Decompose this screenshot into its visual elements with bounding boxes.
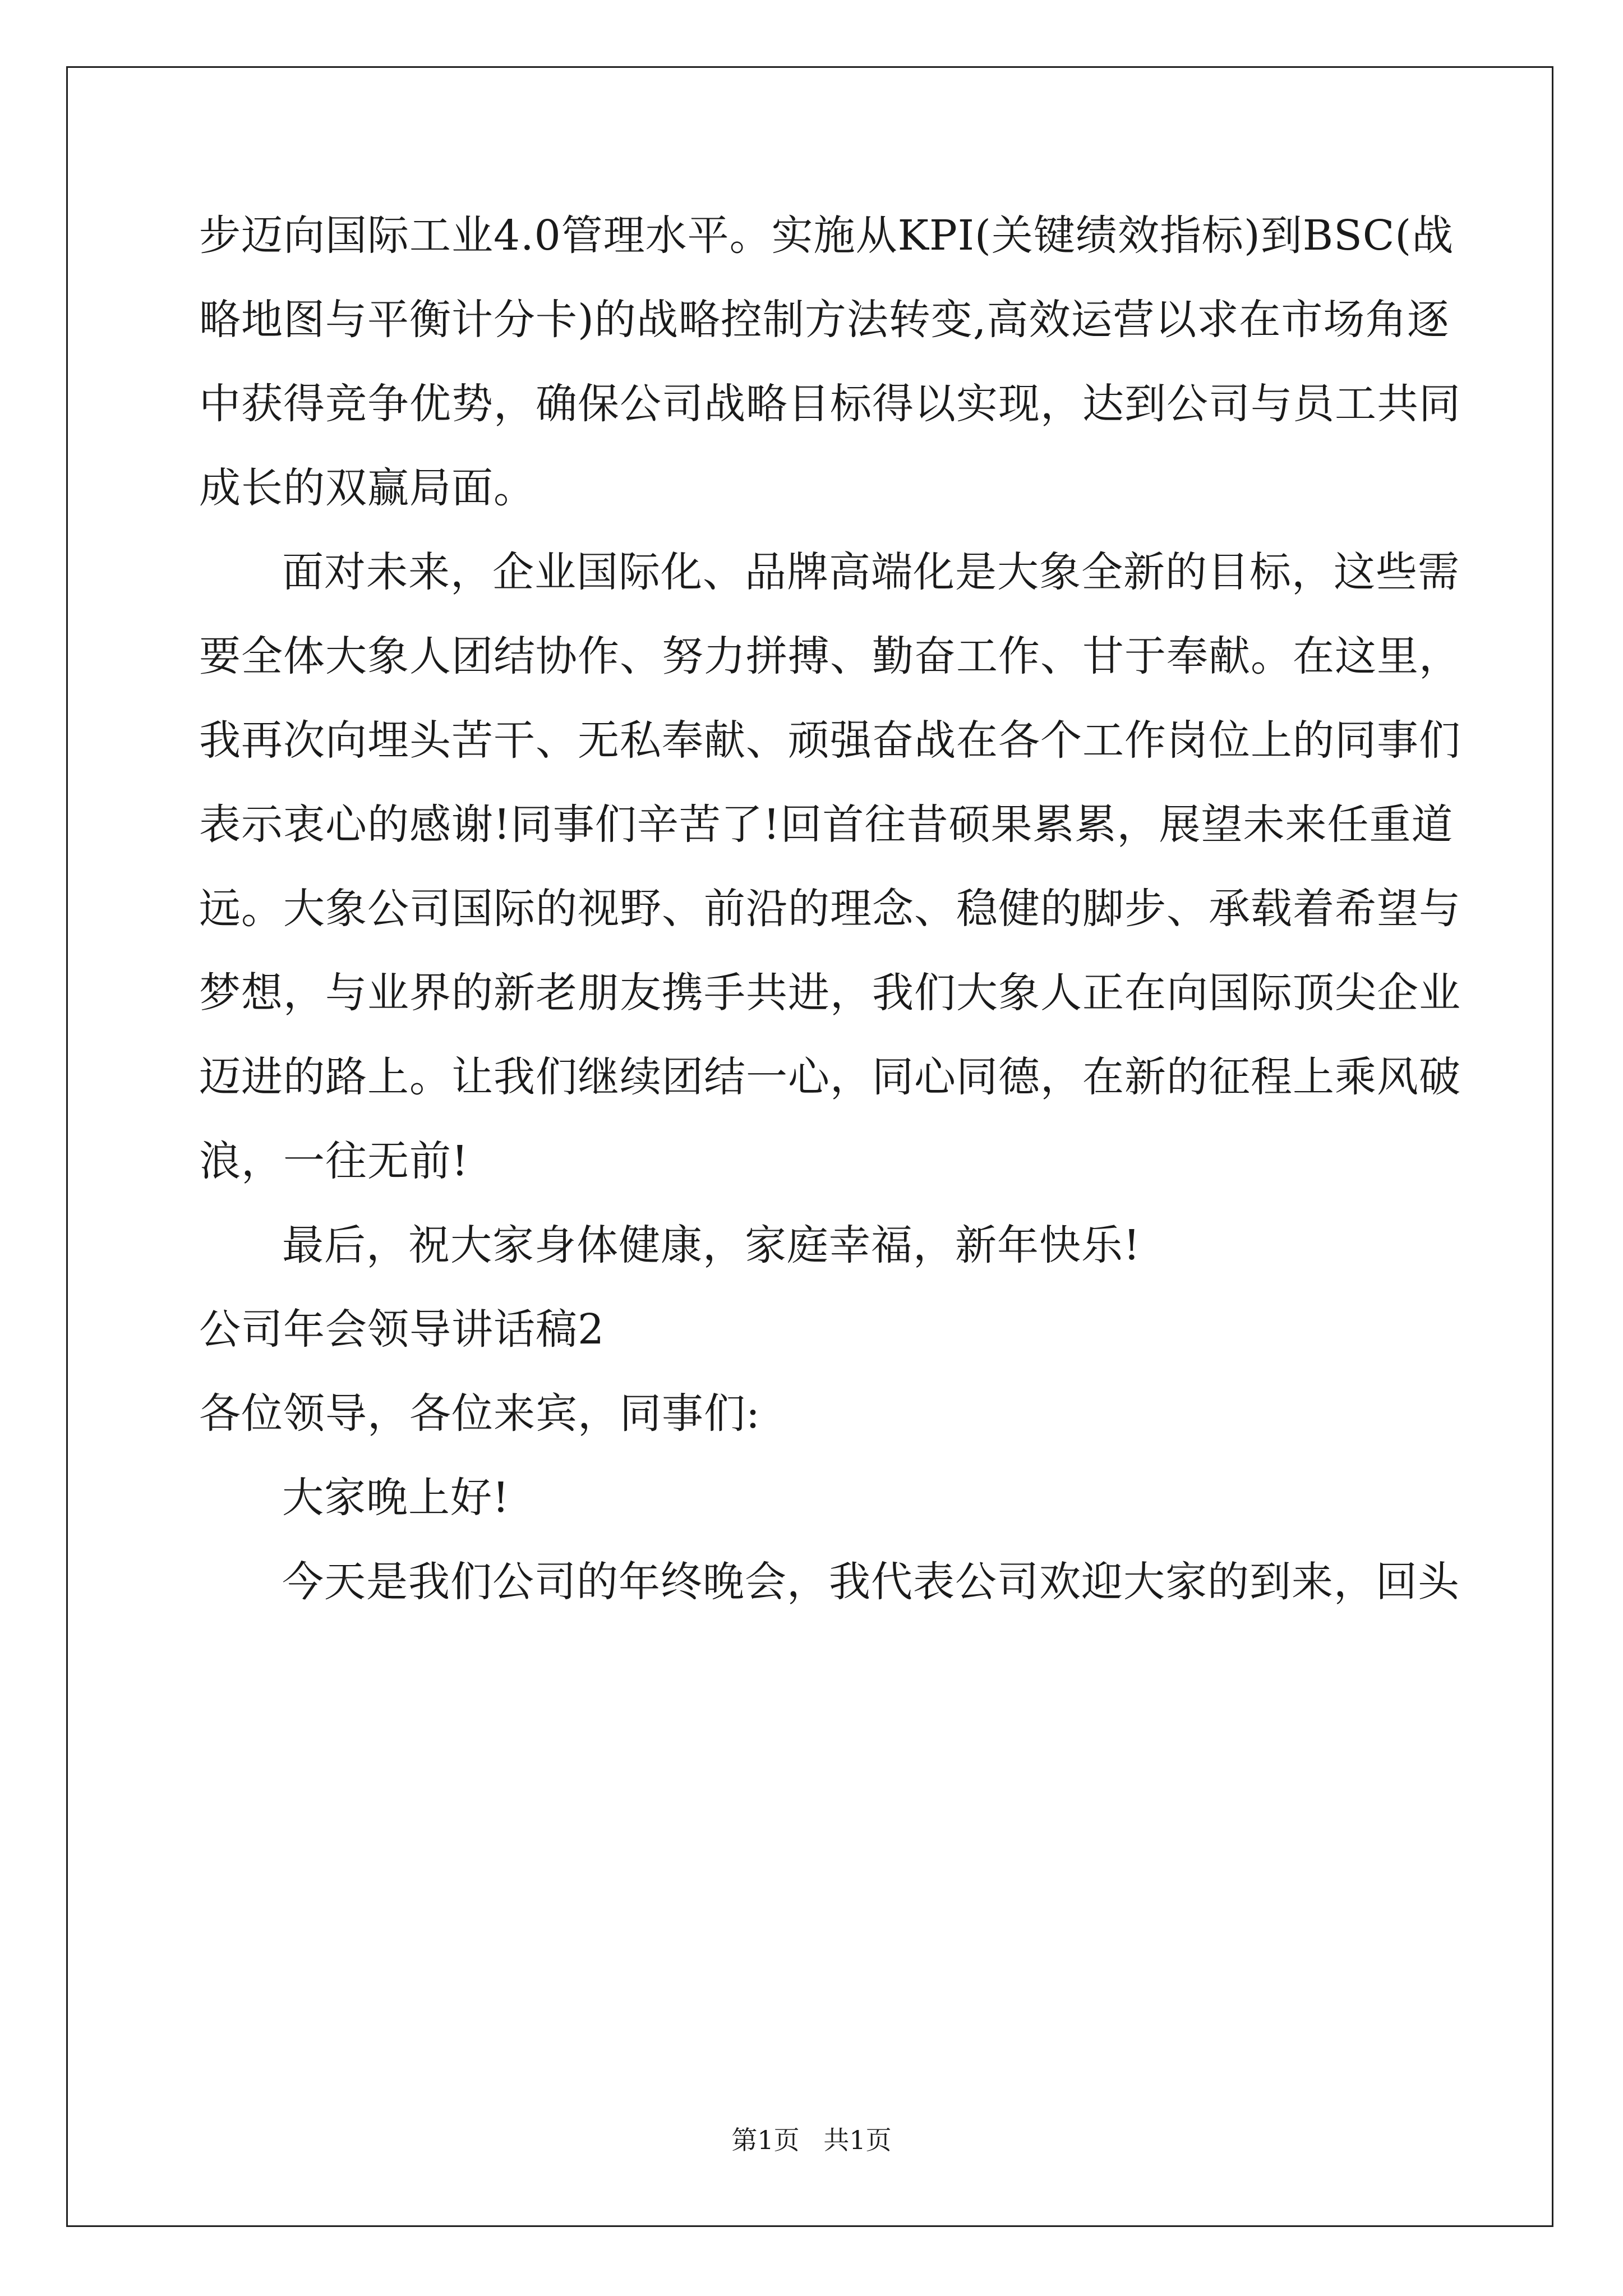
- page-footer: [0, 2123, 1623, 2157]
- text-line: 迈进的路上。让我们继续团结一心，同心同德，在新的征程上乘风破: [199, 1053, 1461, 1101]
- text-line: 远。大象公司国际的视野、前沿的理念、稳健的脚步、承载着希望与: [199, 885, 1461, 933]
- text-line: 梦想，与业界的新老朋友携手共进，我们大象人正在向国际顶尖企业: [199, 969, 1461, 1017]
- text-line: 表示衷心的感谢!同事们辛苦了!回首往昔硕果累累，展望未来任重道: [199, 800, 1454, 849]
- text-line: 中获得竞争优势，确保公司战略目标得以实现，达到公司与员工共同: [199, 380, 1461, 428]
- text-line: 浪，一往无前!: [199, 1137, 469, 1185]
- section-heading: 公司年会领导讲话稿2: [199, 1305, 605, 1354]
- text-line: 面对未来，企业国际化、品牌高端化是大象全新的目标，这些需: [282, 548, 1460, 596]
- text-line: 步迈向国际工业4.0管理水平。实施从KPI(关键绩效指标)到BSC(战: [199, 211, 1454, 260]
- text-line: 成长的双赢局面。: [199, 464, 536, 512]
- salutation: 各位领导，各位来宾，同事们:: [199, 1389, 760, 1438]
- document-body: [199, 194, 1461, 1624]
- text-line: 略地图与平衡计分卡)的战略控制方法转变,高效运营以求在市场角逐: [199, 296, 1450, 344]
- text-line: 我再次向埋头苦干、无私奉献、顽强奋战在各个工作岗位上的同事们: [199, 716, 1461, 765]
- greeting: 大家晚上好!: [282, 1474, 510, 1522]
- text-line: 最后，祝大家身体健康，家庭幸福，新年快乐!: [282, 1221, 1141, 1269]
- text-line: 今天是我们公司的年终晚会，我代表公司欢迎大家的到来，回头: [282, 1558, 1460, 1606]
- page-total: 共1页: [823, 2125, 892, 2155]
- text-line: 要全体大象人团结协作、努力拼搏、勤奋工作、甘于奉献。在这里，: [199, 632, 1461, 680]
- page-number: 第1页: [731, 2125, 800, 2155]
